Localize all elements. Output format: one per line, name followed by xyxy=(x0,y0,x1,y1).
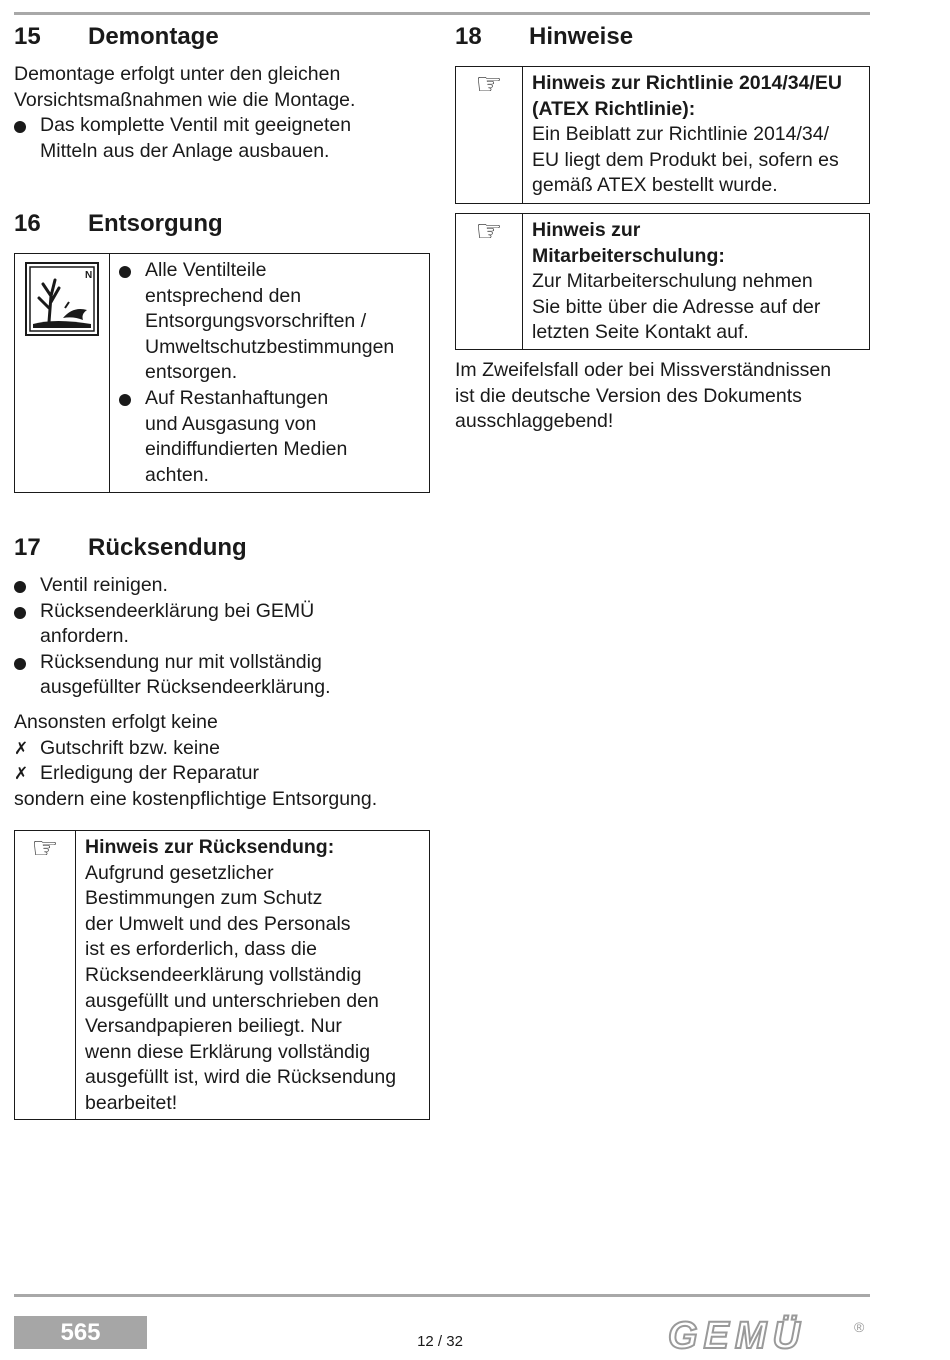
bullet-dot-icon xyxy=(119,266,131,278)
section-number: 18 xyxy=(455,23,482,50)
list-item: Das komplette Ventil mit geeigneten Mitteln aus der Anlage ausbauen. xyxy=(14,113,434,164)
pointing-hand-icon: ☞ xyxy=(475,215,503,248)
training-note-box xyxy=(455,213,870,350)
section-title: Demontage xyxy=(88,23,219,50)
return-note-box xyxy=(14,830,430,1120)
icon-letter: N xyxy=(85,270,93,281)
section-number: 16 xyxy=(14,210,41,237)
note-title: Hinweis zur xyxy=(532,219,641,241)
bullet-dot-icon xyxy=(14,581,26,593)
section-title: Rücksendung xyxy=(88,534,247,561)
document-number-badge: 565 xyxy=(14,1316,147,1349)
section-title: Hinweise xyxy=(529,23,634,50)
top-rule xyxy=(14,12,870,15)
section-17-heading xyxy=(14,532,434,564)
section-15 xyxy=(14,21,434,164)
cross-mark-icon: ✗ xyxy=(14,764,29,784)
section-number: 17 xyxy=(14,534,41,561)
gemu-logo xyxy=(668,1314,873,1359)
note-title: Mitarbeiterschulung: xyxy=(532,244,725,267)
section-16 xyxy=(14,208,434,240)
icon-cell xyxy=(15,831,76,1119)
note-text: Hinweis zur Rücksendung: Aufgrund gesetzlicher Bestimmungen zum Schutz der Umwelt und des Personals ist es erforderlich, dass die Rücksendeerklärung vollständig ausgefüllt und unterschrieben den Versandpapieren beiliegt. Nur wenn diese Erklärung vollständig ausgefüllt ist, wird die Rücksendung bearbeitet! xyxy=(85,836,397,1114)
page-number: 12 / 32 xyxy=(417,1333,463,1350)
pointing-hand-icon: ☞ xyxy=(31,832,59,865)
paragraph-line: sondern eine kostenpflichtige Entsorgung. xyxy=(14,787,378,810)
paragraph-line: Demontage erfolgt unter den gleichen xyxy=(14,63,341,85)
list-item: Auf Restanhaftungen und Ausgasung von eindiffundierten Medien achten. xyxy=(119,386,394,488)
list-item: ✗ Erledigung der Reparatur xyxy=(14,761,434,787)
list-item: Rücksendeerklärung bei GEMÜ anfordern. xyxy=(14,599,434,650)
section-15-heading xyxy=(14,21,434,53)
section-title: Entsorgung xyxy=(88,210,223,237)
section-number: 15 xyxy=(14,23,41,50)
logo-text: GEMÜ xyxy=(668,1315,806,1354)
icon-cell xyxy=(15,254,110,492)
language-disclaimer: Im Zweifelsfall oder bei Missverständnissen ist die deutsche Version des Dokuments ausschlaggebend! xyxy=(455,359,832,433)
disposal-text xyxy=(110,254,402,492)
list-item: Rücksendung nur mit vollständig ausgefüllter Rücksendeerklärung. xyxy=(14,650,434,701)
paragraph-line: Vorsichtsmaßnahmen wie die Montage. xyxy=(14,88,356,111)
list-item: Alle Ventilteile entsprechend den Entsorgungsvorschriften / Umweltschutzbestimmungen entsorgen. xyxy=(119,258,394,386)
note-text: Hinweis zur Mitarbeiterschulung: Zur Mitarbeiterschulung nehmen Sie bitte über die Adresse auf der letzten Seite Kontakt auf. xyxy=(532,219,821,344)
bullet-dot-icon xyxy=(119,394,131,406)
pointing-hand-icon: ☞ xyxy=(475,68,503,101)
environmental-hazard-icon xyxy=(25,262,99,336)
list-item: ✗ Gutschrift bzw. keine xyxy=(14,736,434,762)
note-title: Hinweis zur Richtlinie 2014/34/EU xyxy=(532,72,842,94)
note-text: Hinweis zur Richtlinie 2014/34/EU (ATEX Richtlinie): Ein Beiblatt zur Richtlinie 2014/34/ EU liegt dem Produkt bei, sofern es gemäß ATEX bestellt wurde. xyxy=(532,72,842,197)
list-item: Ventil reinigen. xyxy=(14,573,434,599)
bullet-dot-icon xyxy=(14,658,26,670)
disposal-box xyxy=(14,253,430,493)
registered-mark: ® xyxy=(854,1319,865,1335)
bottom-rule xyxy=(14,1294,870,1297)
icon-cell xyxy=(456,67,523,203)
atex-note-box xyxy=(455,66,870,204)
note-title: Hinweis zur Rücksendung: xyxy=(85,836,335,858)
cross-mark-icon: ✗ xyxy=(14,738,29,758)
paragraph-line: Ansonsten erfolgt keine xyxy=(14,710,218,733)
bullet-dot-icon xyxy=(14,607,26,619)
bullet-dot-icon xyxy=(14,121,26,133)
section-18 xyxy=(455,21,875,53)
note-title: (ATEX Richtlinie): xyxy=(532,97,696,120)
section-18-heading xyxy=(455,21,875,53)
section-16-heading xyxy=(14,208,434,240)
icon-cell xyxy=(456,214,523,349)
section-17 xyxy=(14,532,434,812)
